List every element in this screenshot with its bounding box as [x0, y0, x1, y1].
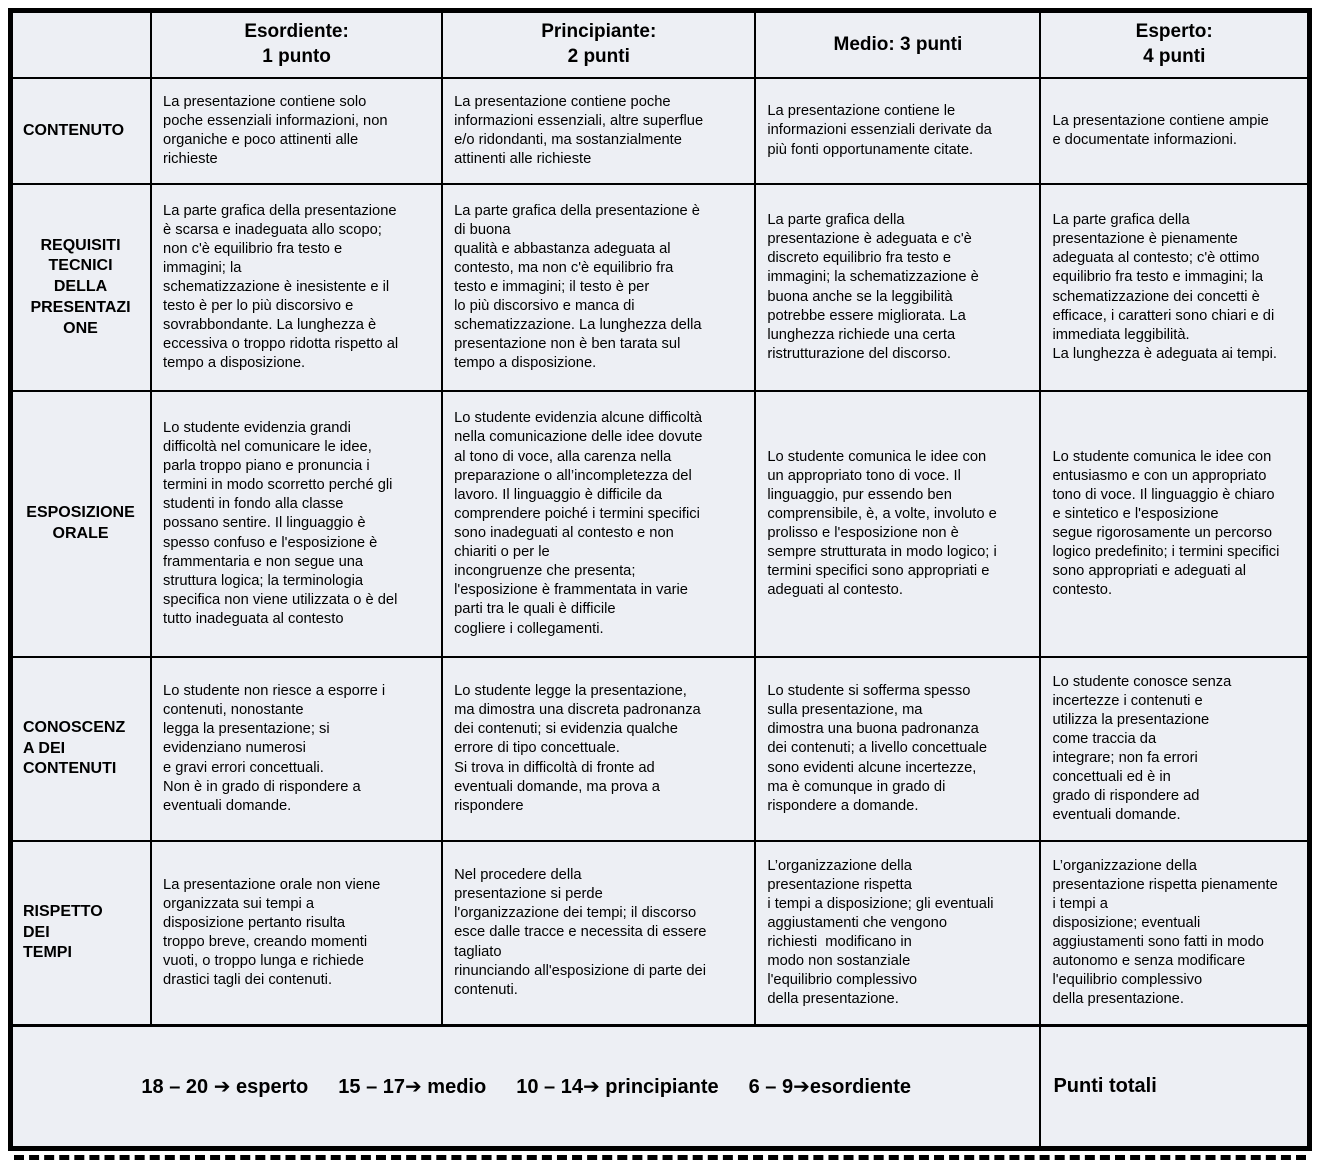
row-label-rispetto-tempi: RISPETTO DEI TEMPI [11, 841, 152, 1026]
table-row-rispetto-tempi [11, 841, 1310, 1026]
scale-medio: 15 – 17➔ medio [338, 1076, 487, 1098]
score-scale-cell [11, 1026, 1041, 1149]
row-label-requisiti-tecnici: REQUISITI TECNICI DELLA PRESENTAZI ONE [11, 184, 152, 391]
col-header-esordiente: Esordiente: 1 punto [151, 11, 442, 79]
header-corner-cell [11, 11, 152, 79]
cell-requisiti-principiante: La parte grafica della presentazione è di buona qualità e abbastanza adeguata al contesto, ma non c'è equilibrio fra testo e immagini; il testo è per lo più discorsivo e manca di schematizzazione. La lunghezza della presentazione non è ben tarata sul tempo a disposizione. [442, 184, 755, 391]
cell-esposizione-medio: Lo studente comunica le idee con un appropriato tono di voce. Il linguaggio, pur essendo ben comprensibile, è, a volte, involuto e prolisso e l'esposizione non è sempre strutturata in modo logico; i termini specifici sono appropriati e adeguati al contesto. [755, 391, 1040, 657]
cell-requisiti-esperto: La parte grafica della presentazione è pienamente adeguata al contesto; c'è ottimo equilibrio fra testo e immagini; la schematizzazione dei concetti è efficace, i caratteri sono chiari e di immediata leggibilità. La lunghezza è adeguata ai tempi. [1040, 184, 1309, 391]
col-header-medio: Medio: 3 punti [755, 11, 1040, 79]
scale-principiante: 10 – 14➔ principiante [516, 1076, 719, 1098]
cell-conoscenza-principiante: Lo studente legge la presentazione, ma dimostra una discreta padronanza dei contenuti; si evidenzia qualche errore di tipo concettuale. Si trova in difficoltà di fronte ad eventuali domande, ma prova a rispondere [442, 657, 755, 841]
cell-rispetto-principiante: Nel procedere della presentazione si perde l'organizzazione dei tempi; il discorso esce dalle tracce e necessita di essere tagliato rinunciando all'esposizione di parte dei contenuti. [442, 841, 755, 1026]
row-label-conoscenza-contenuti: CONOSCENZ A DEI CONTENUTI [11, 657, 152, 841]
cell-rispetto-esordiente: La presentazione orale non viene organizzata sui tempi a disposizione pertanto risulta troppo breve, creando momenti vuoti, o troppo lunga e richiede drastici tagli dei contenuti. [151, 841, 442, 1026]
cell-contenuto-esordiente: La presentazione contiene solo poche essenziali informazioni, non organiche e poco attinenti alle richieste [151, 78, 442, 184]
score-scale [14, 1074, 1038, 1099]
table-row-contenuto [11, 78, 1310, 184]
cell-rispetto-medio: L’organizzazione della presentazione rispetta i tempi a disposizione; gli eventuali aggiustamenti che vengono richiesti modificano in modo non sostanziale l'equilibrio complessivo della presentazione. [755, 841, 1040, 1026]
scale-esperto: 18 – 20 ➔ esperto [141, 1076, 309, 1098]
cell-contenuto-esperto: La presentazione contiene ampie e documentate informazioni. [1040, 78, 1309, 184]
cell-esposizione-esordiente: Lo studente evidenzia grandi difficoltà nel comunicare le idee, parla troppo piano e pronuncia i termini in modo scorretto perché gli studenti in fondo alla classe possano sentire. Il linguaggio è spesso confuso e l'esposizione è frammentaria e non segue una struttura logica; la terminologia specifica non viene utilizzata o è del tutto inadeguata al contesto [151, 391, 442, 657]
cell-conoscenza-esperto: Lo studente conosce senza incertezze i contenuti e utilizza la presentazione come traccia da integrare; non fa errori concettuali ed è in grado di rispondere ad eventuali domande. [1040, 657, 1309, 841]
rubric-table [8, 8, 1312, 1151]
cell-contenuto-principiante: La presentazione contiene poche informazioni essenziali, altre superflue e/o ridondanti, ma sostanzialmente attinenti alle richieste [442, 78, 755, 184]
bottom-dashed-line [14, 1155, 1306, 1160]
row-label-esposizione-orale: ESPOSIZIONE ORALE [11, 391, 152, 657]
cell-esposizione-esperto: Lo studente comunica le idee con entusiasmo e con un appropriato tono di voce. Il linguaggio è chiaro e sintetico e l'esposizione segue rigorosamente un percorso logico predefinito; i termini specifici sono appropriati e adeguati al contesto. [1040, 391, 1309, 657]
cell-esposizione-principiante: Lo studente evidenzia alcune difficoltà nella comunicazione delle idee dovute al tono di voce, alla carenza nella preparazione o all’incompletezza del lavoro. Il linguaggio è difficile da comprendere poiché i termini specifici sono inadeguati al contesto e non chiariti o per le incongruenze che presenta; l'esposizione è frammentata in varie parti tra le quali è difficile cogliere i collegamenti. [442, 391, 755, 657]
footer-row [11, 1026, 1310, 1149]
table-row-conoscenza-contenuti [11, 657, 1310, 841]
punti-totali-cell: Punti totali [1040, 1026, 1309, 1149]
table-row-esposizione-orale [11, 391, 1310, 657]
cell-contenuto-medio: La presentazione contiene le informazioni essenziali derivate da più fonti opportunamente citate. [755, 78, 1040, 184]
table-row-requisiti-tecnici [11, 184, 1310, 391]
cell-requisiti-medio: La parte grafica della presentazione è adeguata e c'è discreto equilibrio fra testo e immagini; la schematizzazione è buona anche se la leggibilità potrebbe essere migliorata. La lunghezza richiede una certa ristrutturazione del discorso. [755, 184, 1040, 391]
cell-conoscenza-medio: Lo studente si sofferma spesso sulla presentazione, ma dimostra una buona padronanza dei contenuti; a livello concettuale sono evidenti alcune incertezze, ma è comunque in grado di rispondere a domande. [755, 657, 1040, 841]
cell-requisiti-esordiente: La parte grafica della presentazione è scarsa e inadeguata allo scopo; non c'è equilibrio fra testo e immagini; la schematizzazione è inesistente e il testo è per lo più discorsivo e sovrabbondante. La lunghezza è eccessiva o troppo ridotta rispetto al tempo a disposizione. [151, 184, 442, 391]
col-header-principiante: Principiante: 2 punti [442, 11, 755, 79]
cell-conoscenza-esordiente: Lo studente non riesce a esporre i contenuti, nonostante legga la presentazione; si evidenziano numerosi e gravi errori concettuali. Non è in grado di rispondere a eventuali domande. [151, 657, 442, 841]
cell-rispetto-esperto: L’organizzazione della presentazione rispetta pienamente i tempi a disposizione; eventuali aggiustamenti sono fatti in modo autonomo e senza modificare l'equilibrio complessivo della presentazione. [1040, 841, 1309, 1026]
header-row [11, 11, 1310, 79]
row-label-contenuto: CONTENUTO [11, 78, 152, 184]
scale-esordiente: 6 – 9➔esordiente [748, 1076, 912, 1098]
col-header-esperto: Esperto: 4 punti [1040, 11, 1309, 79]
